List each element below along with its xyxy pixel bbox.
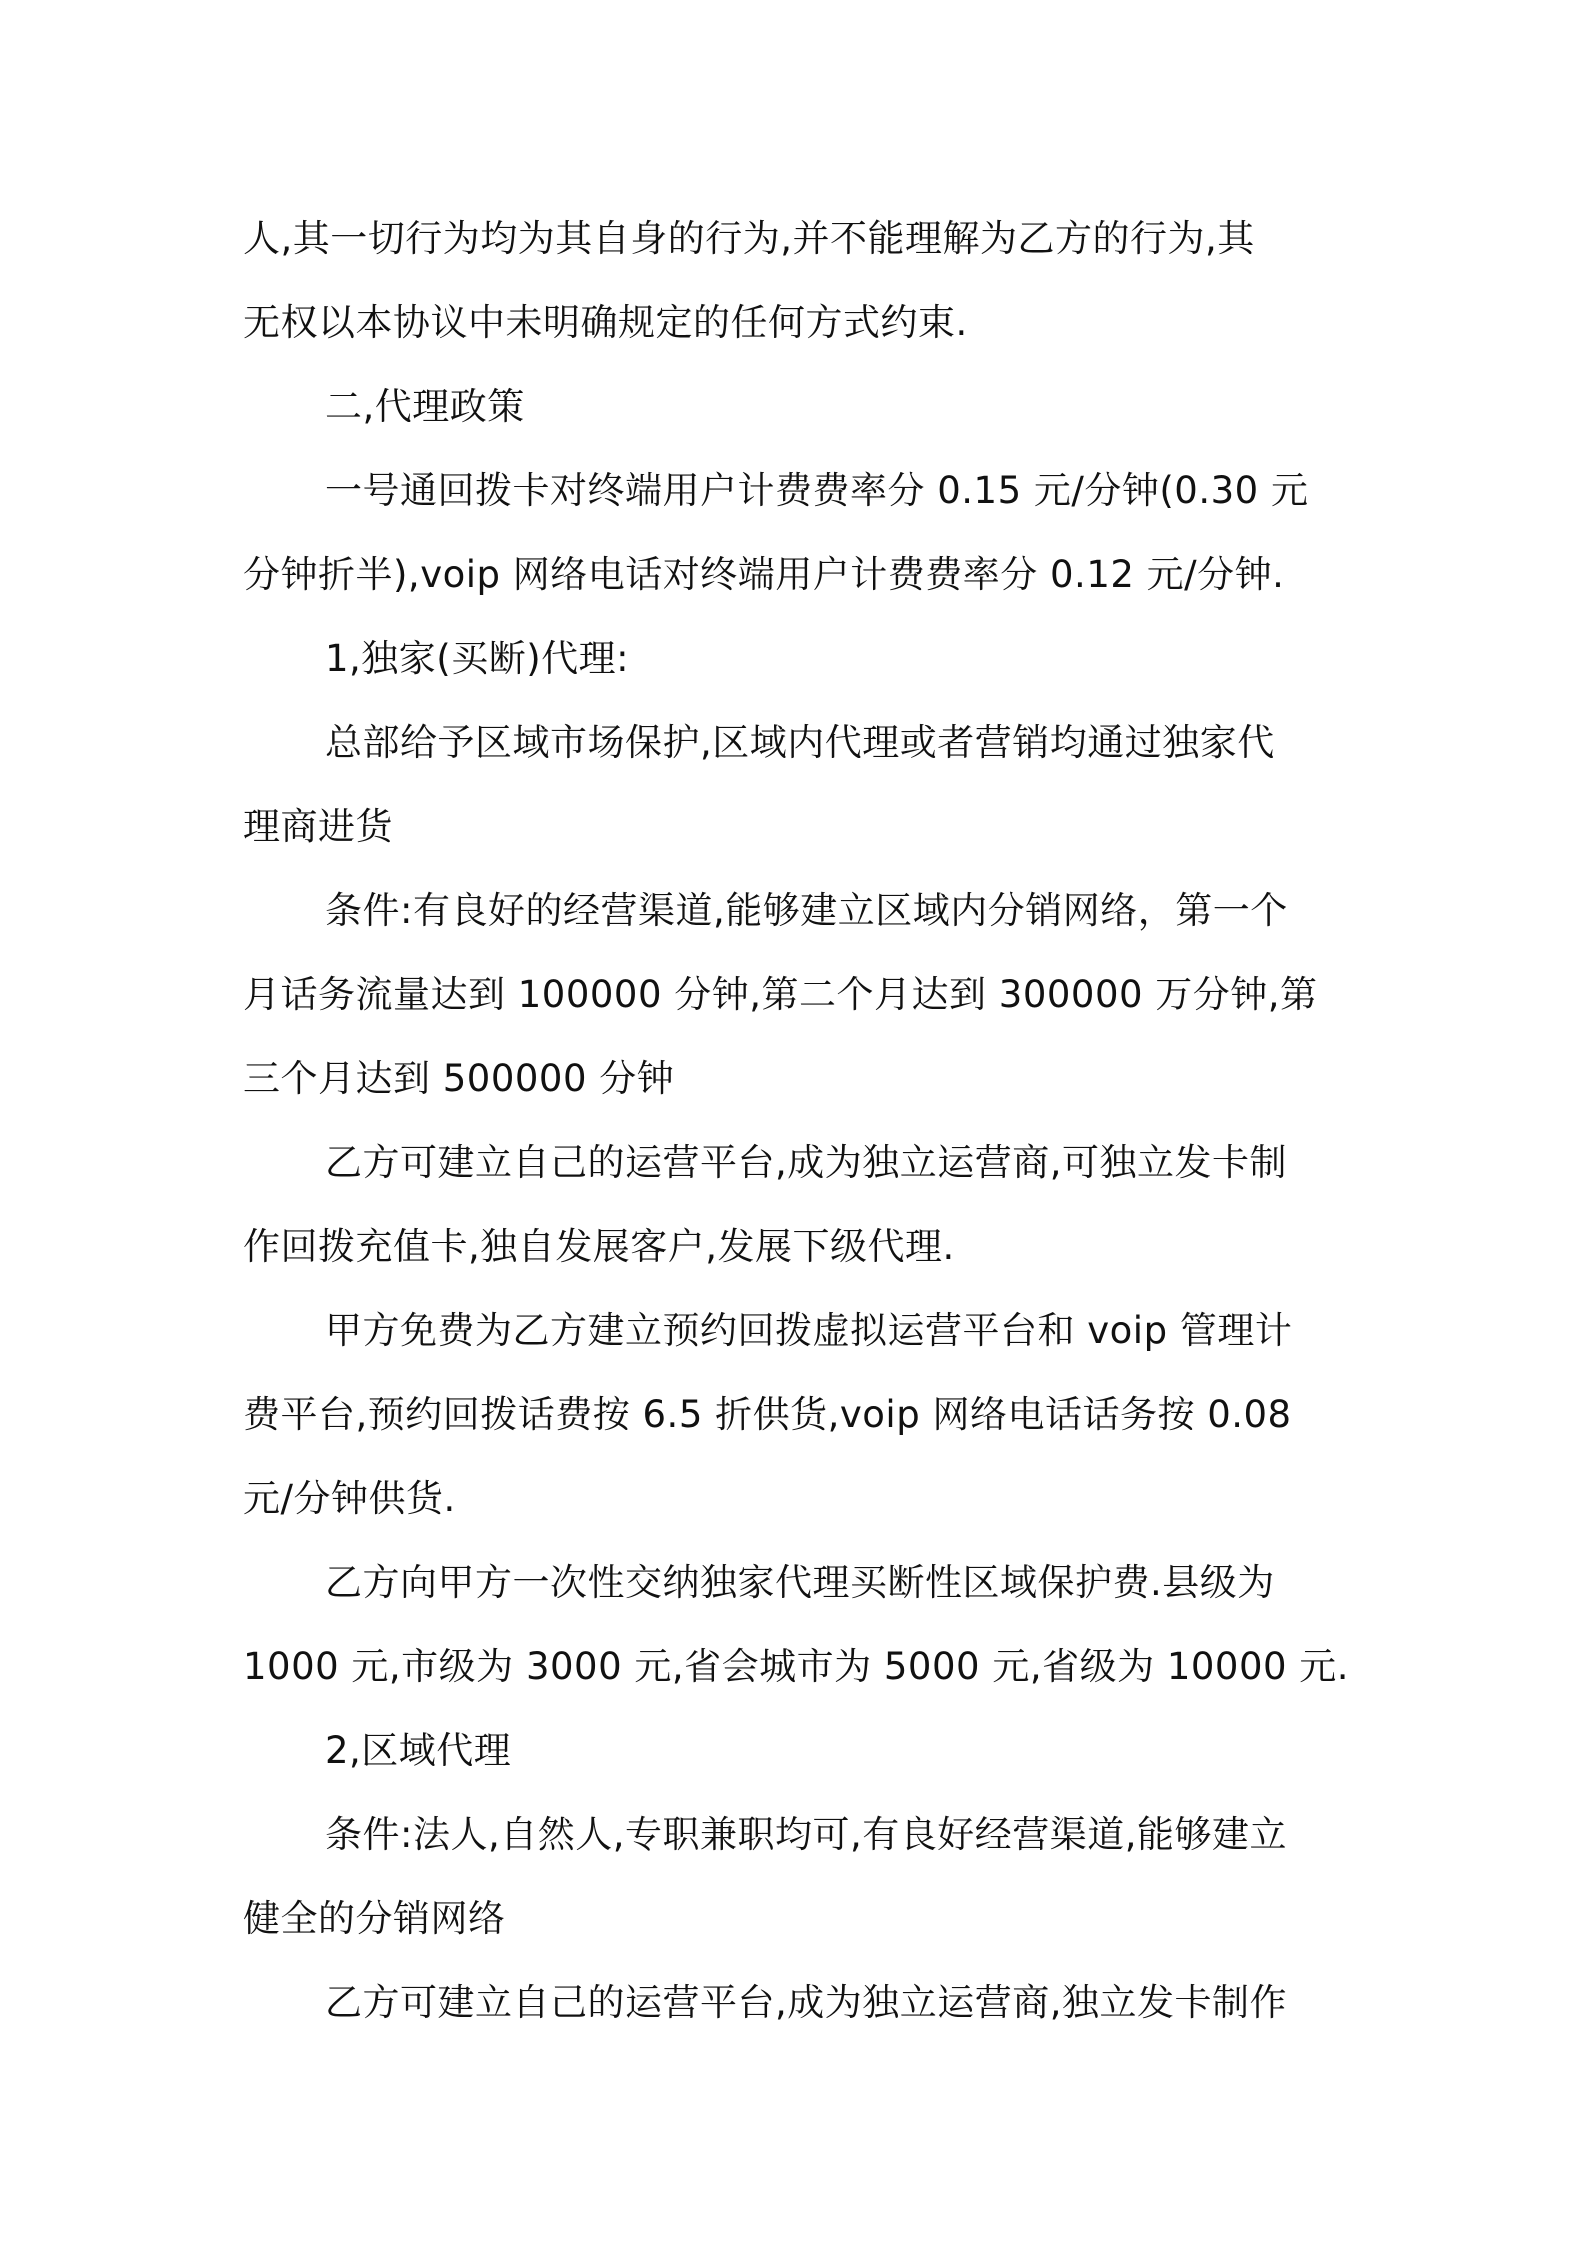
document-body bbox=[243, 197, 1359, 2045]
paragraph-line: 甲方免费为乙方建立预约回拨虚拟运营平台和 voip 管理计 bbox=[325, 1309, 1293, 1352]
paragraph-line: 元/分钟供货. bbox=[243, 1477, 456, 1520]
paragraph-line: 费平台,预约回拨话费按 6.5 折供货,voip 网络电话话务按 0.08 bbox=[243, 1393, 1292, 1436]
paragraph-line: 总部给予区域市场保护,区域内代理或者营销均通过独家代 bbox=[325, 721, 1275, 764]
paragraph-line: 一号通回拨卡对终端用户计费费率分 0.15 元/分钟(0.30 元 bbox=[325, 469, 1309, 512]
paragraph-line: 人,其一切行为均为其自身的行为,并不能理解为乙方的行为,其 bbox=[243, 217, 1255, 260]
subsection-heading: 2,区域代理 bbox=[325, 1729, 512, 1772]
paragraph-line: 月话务流量达到 100000 分钟,第二个月达到 300000 万分钟,第 bbox=[243, 973, 1318, 1016]
paragraph-line: 乙方可建立自己的运营平台,成为独立运营商,可独立发卡制 bbox=[325, 1141, 1288, 1184]
subsection-heading: 1,独家(买断)代理: bbox=[325, 637, 630, 680]
paragraph-line: 健全的分销网络 bbox=[243, 1897, 506, 1940]
paragraph-line: 理商进货 bbox=[243, 805, 393, 848]
paragraph-line: 条件:法人,自然人,专职兼职均可,有良好经营渠道,能够建立 bbox=[325, 1813, 1288, 1856]
paragraph-line: 1000 元,市级为 3000 元,省会城市为 5000 元,省级为 10000 元. bbox=[243, 1645, 1350, 1688]
paragraph-line: 作回拨充值卡,独自发展客户,发展下级代理. bbox=[243, 1225, 955, 1268]
paragraph-line: 条件:有良好的经营渠道,能够建立区域内分销网络，第一个 bbox=[325, 889, 1288, 932]
paragraph-line: 三个月达到 500000 分钟 bbox=[243, 1057, 675, 1100]
paragraph-line: 分钟折半),voip 网络电话对终端用户计费费率分 0.12 元/分钟. bbox=[243, 553, 1285, 596]
paragraph-line: 乙方向甲方一次性交纳独家代理买断性区域保护费.县级为 bbox=[325, 1561, 1275, 1604]
paragraph-line: 无权以本协议中未明确规定的任何方式约束. bbox=[243, 301, 968, 344]
section-heading: 二,代理政策 bbox=[325, 385, 525, 428]
paragraph-line: 乙方可建立自己的运营平台,成为独立运营商,独立发卡制作 bbox=[325, 1981, 1288, 2024]
